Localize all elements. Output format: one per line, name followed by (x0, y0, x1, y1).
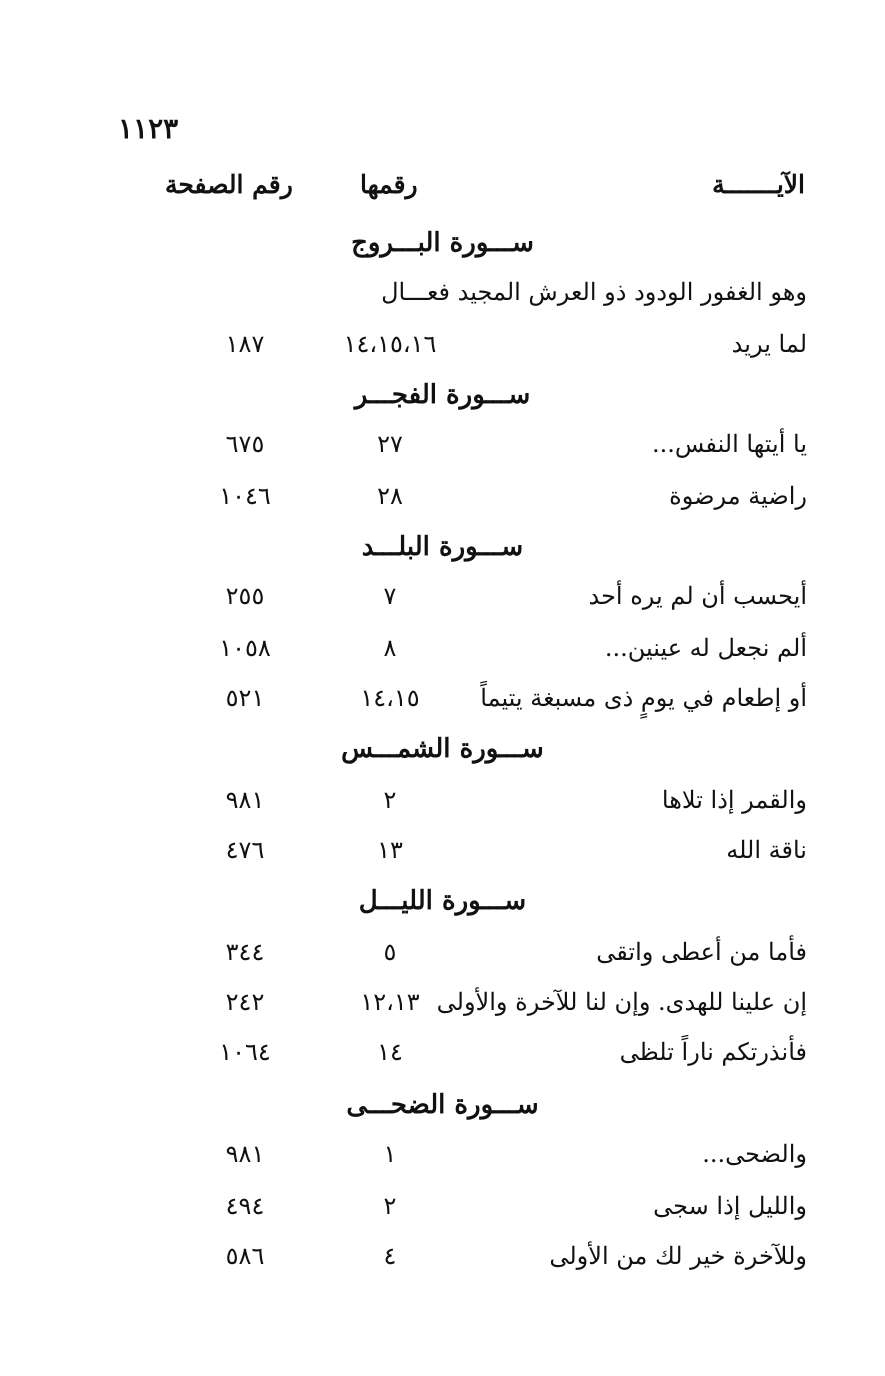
verse-number: ٧ (383, 582, 397, 610)
verse-text: فأما من أعطى واتقى (596, 938, 807, 966)
verse-number: ٢٨ (377, 482, 403, 510)
verse-number: ١٤،١٥ (360, 684, 420, 712)
verse-text: ناقة الله (726, 836, 807, 864)
verse-text: ألم نجعل له عينين... (604, 634, 807, 662)
verse-text: لما يريد (731, 330, 807, 358)
verse-text: والليل إذا سجى (653, 1192, 807, 1220)
verse-text: إن علينا للهدى. وإن لنا للآخرة والأولى (436, 988, 807, 1016)
page-ref: ١٨٧ (225, 330, 265, 358)
header-page: رقم الصفحة (165, 170, 293, 199)
page-number: ١١٢٣ (118, 112, 179, 145)
table-row (0, 1038, 885, 1078)
table-row (0, 938, 885, 978)
surah-title: ســـورة الضحـــى (346, 1090, 539, 1120)
page-ref: ١٠٤٦ (219, 482, 271, 510)
verse-number: ٤ (383, 1242, 397, 1270)
verse-number: ٢٧ (377, 430, 403, 458)
page-ref: ١٠٥٨ (219, 634, 271, 662)
verse-text: وهو الغفور الودود ذو العرش المجيد فعـــال (381, 278, 807, 306)
table-header (0, 170, 885, 210)
surah-title: ســـورة الفجـــر (354, 380, 531, 410)
page-ref: ٤٩٤ (225, 1192, 265, 1220)
page-ref: ٩٨١ (225, 786, 265, 814)
verse-text: يا أيتها النفس... (651, 430, 807, 458)
verse-number: ٨ (383, 634, 397, 662)
table-row (0, 634, 885, 674)
page-ref: ٤٧٦ (225, 836, 265, 864)
verse-number: ٥ (383, 938, 397, 966)
page-ref: ٩٨١ (225, 1140, 265, 1168)
surah-title: ســـورة البـــروج (351, 228, 534, 258)
verse-number: ٢ (383, 1192, 397, 1220)
table-row (0, 988, 885, 1028)
verse-text: فأنذرتكم ناراً تلظى (619, 1038, 807, 1066)
verse-text: راضية مرضوة (669, 482, 807, 510)
verse-number: ١ (383, 1140, 397, 1168)
surah-title: ســـورة الليـــل (358, 886, 527, 916)
page-ref: ٣٤٤ (225, 938, 265, 966)
page-ref: ٥٢١ (225, 684, 265, 712)
table-row (0, 582, 885, 622)
verse-number: ١٢،١٣ (360, 988, 420, 1016)
verse-number: ١٤،١٥،١٦ (343, 330, 437, 358)
verse-number: ٢ (383, 786, 397, 814)
table-row (0, 1140, 885, 1180)
surah-title: ســـورة الشمـــس (341, 734, 544, 764)
table-row (0, 1192, 885, 1232)
table-row (0, 430, 885, 470)
verse-text: أو إطعام في يومٍ ذى مسبغة يتيماً (480, 684, 807, 712)
table-row (0, 836, 885, 876)
verse-text: والضحى... (702, 1140, 807, 1168)
table-row (0, 330, 885, 370)
table-row (0, 684, 885, 724)
table-row (0, 1242, 885, 1282)
table-row (0, 278, 885, 318)
page-ref: ٦٧٥ (225, 430, 265, 458)
verse-text: وللآخرة خير لك من الأولى (549, 1242, 807, 1270)
surah-title: ســـورة البلـــد (361, 532, 524, 562)
page-ref: ٥٨٦ (225, 1242, 265, 1270)
verse-text: أيحسب أن لم يره أحد (588, 582, 807, 610)
page-ref: ٢٥٥ (225, 582, 265, 610)
table-row (0, 786, 885, 826)
page-ref: ١٠٦٤ (219, 1038, 271, 1066)
header-number: رقمها (360, 170, 418, 199)
table-row (0, 482, 885, 522)
verse-text: والقمر إذا تلاها (661, 786, 807, 814)
verse-number: ١٤ (377, 1038, 403, 1066)
header-verse: الآيـــــــة (712, 170, 805, 199)
verse-number: ١٣ (377, 836, 403, 864)
page-ref: ٢٤٢ (225, 988, 265, 1016)
